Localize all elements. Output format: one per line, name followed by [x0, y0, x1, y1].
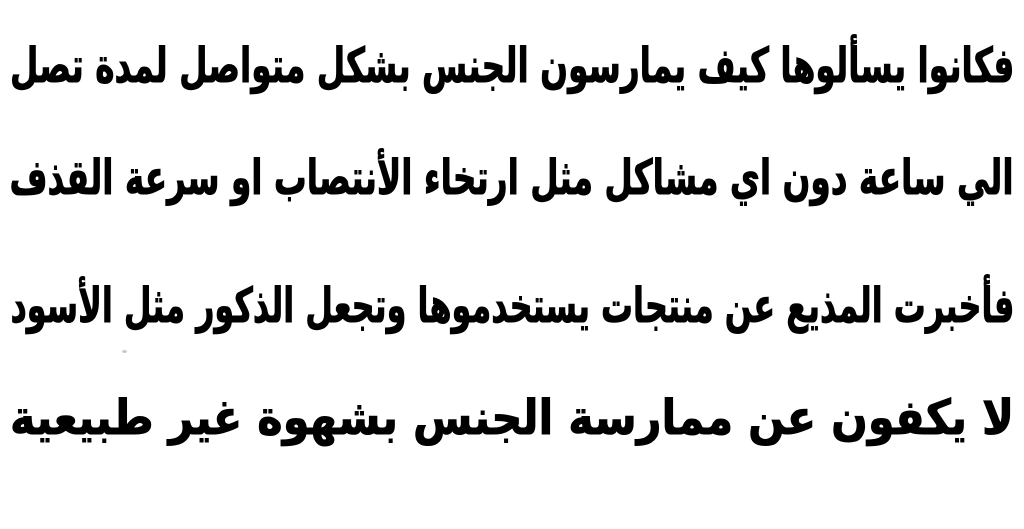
text-row-4 [0, 362, 1024, 474]
text-row-2 [0, 122, 1024, 234]
text-row-3 [0, 250, 1024, 362]
text-row-1 [0, 10, 1024, 122]
text-line-4: لا يكفون عن ممارسة الجنس بشهوة غير طبيعية [9, 390, 1015, 446]
text-line-3: فأخبرت المذيع عن منتجات يستخدموها وتجعل الذكور مثل الأسود [10, 278, 1014, 334]
scan-speck-artifact [122, 350, 127, 353]
paragraph-1 [0, 0, 1024, 234]
text-line-1: فكانوا يسألوها كيف يمارسون الجنس بشكل متواصل لمدة تصل [9, 38, 1015, 94]
text-line-2: الي ساعة دون اي مشاكل مثل ارتخاء الأنتصاب او سرعة القذف [9, 150, 1015, 206]
paragraph-2 [0, 250, 1024, 474]
